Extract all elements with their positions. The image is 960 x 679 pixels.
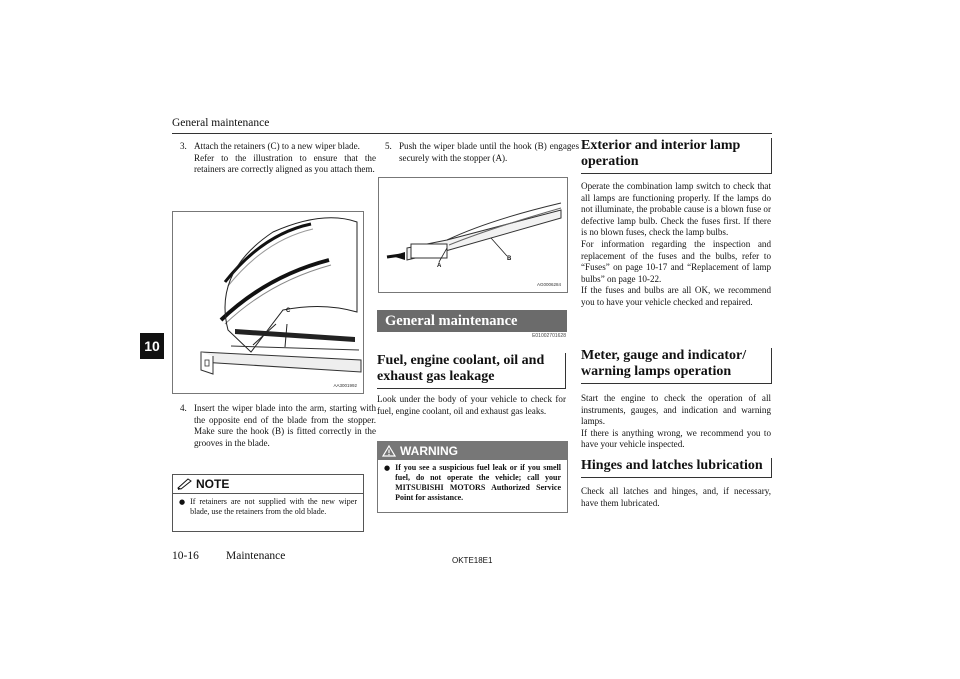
meter-heading: Meter, gauge and indicator/ warning lamps operation [581,348,772,384]
step-3-number: 3. [180,141,187,151]
bullet-icon: ● [179,498,186,506]
lamp-operation-text [581,181,771,309]
page-header-title: General maintenance [172,117,270,129]
warning-item [378,460,567,508]
retainers-illustration [173,212,363,393]
step-5-text: Push the wiper blade until the hook (B) engages securely with the stopper (A). [399,141,579,163]
fuel-leak-text: Look under the body of your vehicle to check for fuel, engine coolant, oil and exhaust gas leaks. [377,394,566,416]
note-item [173,494,363,522]
note-label: NOTE [196,477,230,491]
section-tab: 10 [140,333,164,359]
bullet-icon: ● [384,464,391,472]
label-a: A [437,263,442,269]
warning-text: If you see a suspicious fuel leak or if you smell fuel, do not operate the vehicle; call your MITSUBISHI MOTORS Authorized Service Point for assistance. [395,463,561,502]
step-3-text-2: Refer to the illustration to ensure that the retainers are correctly aligned as you attach them. [194,152,376,175]
step-5-number: 5. [385,141,392,151]
step-4-number: 4. [180,403,187,413]
figure-code: AA3001992 [333,383,357,388]
footer-section: Maintenance [226,550,286,562]
step-5 [385,141,579,164]
step-3-text: Attach the retainers (C) to a new wiper blade. [194,141,360,151]
stopper-illustration [379,178,567,292]
lamp-text-3: If the fuses and bulbs are all OK, we recommend you to have your vehicle checked and repaired. [581,285,771,307]
lamp-text-2: For information regarding the inspection and replacement of the fuses and the bulbs, refer to “Fuses” on page 10-17 and “Replacement of lamp bulbs” on page 10-22. [581,238,771,284]
page-number: 10-16 [172,550,199,562]
banner-code: E01002701628 [532,333,566,339]
label-b: B [507,256,512,262]
figure-code: AG0006284 [536,282,561,287]
label-c: C [286,308,291,314]
note-text: If retainers are not supplied with the new wiper blade, use the retainers from the old blade. [190,497,357,516]
warning-label: WARNING [400,444,458,458]
hinges-heading: Hinges and latches lubrication [581,458,772,478]
note-box [172,474,364,532]
section-banner: General maintenance [377,310,567,332]
warning-box [377,441,568,513]
warning-triangle-icon [382,445,396,457]
step-4 [180,403,376,449]
lamp-operation-heading: Exterior and interior lamp operation [581,138,772,174]
meter-text [581,393,771,451]
fuel-leak-heading: Fuel, engine coolant, oil and exhaust gas leakage [377,353,566,389]
step-3 [180,141,376,176]
header-divider [172,133,772,134]
warning-header [378,442,567,460]
note-header [173,475,363,494]
lamp-text-1: Operate the combination lamp switch to check that all lamps are functioning properly. If the lamps do not illuminate, the probable cause is a blown fuse or defective lamp bulb. Check the fuses first. If there is no blown fuses, check the lamp bulbs. [581,181,771,238]
note-pencil-icon [177,478,192,490]
figure-retainers [172,211,364,394]
step-4-text: Insert the wiper blade into the arm, starting with the opposite end of the blade from the stopper. Make sure the hook (B) is fitted correctly in the grooves in the blade. [194,403,376,448]
footer-code: OKTE18E1 [452,556,493,565]
meter-text-2: If there is anything wrong, we recommend you to have your vehicle inspected. [581,427,771,450]
meter-text-1: Start the engine to check the operation of all instruments, gauges, and indication and warning lamps. [581,393,771,427]
figure-stopper [378,177,568,293]
hinges-text: Check all latches and hinges, and, if necessary, have them lubricated. [581,486,771,508]
